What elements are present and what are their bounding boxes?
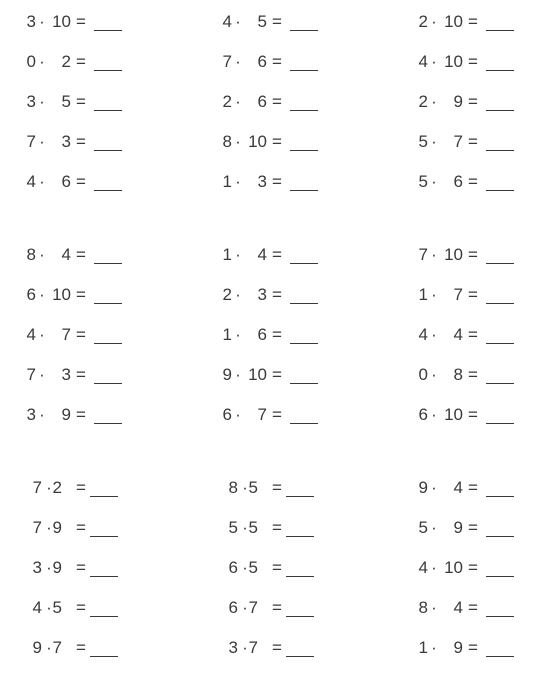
factor-a: 2 xyxy=(418,12,428,31)
factor-b: 9 xyxy=(52,558,62,577)
factor-a: 4 xyxy=(418,325,428,344)
factor-a: 5 xyxy=(418,132,428,151)
answer-blank[interactable] xyxy=(290,52,318,71)
factor-b: 10 xyxy=(52,285,71,304)
answer-blank[interactable] xyxy=(90,518,118,537)
multiply-operator: · xyxy=(431,12,437,31)
answer-blank[interactable] xyxy=(486,92,514,111)
multiply-operator: · xyxy=(431,558,437,577)
factor-a: 1 xyxy=(222,245,232,264)
factor-b: 8 xyxy=(453,365,463,384)
factor-b: 6 xyxy=(61,172,71,191)
answer-blank[interactable] xyxy=(290,285,318,304)
factor-b: 4 xyxy=(453,325,463,344)
multiplication-problem xyxy=(220,132,370,156)
factor-a: 5 xyxy=(418,518,428,537)
answer-blank[interactable] xyxy=(486,245,514,264)
factor-a: 5 xyxy=(228,518,238,537)
answer-blank[interactable] xyxy=(90,478,118,497)
answer-blank[interactable] xyxy=(94,92,122,111)
multiply-operator: · xyxy=(235,132,241,151)
answer-blank[interactable] xyxy=(286,478,314,497)
multiply-operator: · xyxy=(431,52,437,71)
equals-sign: = xyxy=(272,325,282,344)
factor-a: 1 xyxy=(418,285,428,304)
multiplication-problem xyxy=(220,405,370,429)
factor-b: 10 xyxy=(248,365,267,384)
multiply-operator: · xyxy=(431,518,437,537)
multiplication-problem xyxy=(24,598,174,622)
factor-a: 6 xyxy=(418,405,428,424)
factor-b: 4 xyxy=(453,478,463,497)
equals-sign: = xyxy=(272,558,282,577)
multiplication-problem xyxy=(24,478,174,502)
answer-blank[interactable] xyxy=(94,245,122,264)
equals-sign: = xyxy=(76,405,86,424)
factor-a: 9 xyxy=(222,365,232,384)
equals-sign: = xyxy=(76,285,86,304)
multiply-operator: · xyxy=(235,285,241,304)
answer-blank[interactable] xyxy=(94,52,122,71)
equals-sign: = xyxy=(76,132,86,151)
answer-blank[interactable] xyxy=(286,598,314,617)
multiply-operator: · xyxy=(235,325,241,344)
factor-b: 7 xyxy=(248,638,258,657)
answer-blank[interactable] xyxy=(94,285,122,304)
multiply-operator: · xyxy=(39,285,45,304)
answer-blank[interactable] xyxy=(486,52,514,71)
answer-blank[interactable] xyxy=(486,478,514,497)
equals-sign: = xyxy=(76,638,86,657)
multiplication-problem xyxy=(220,365,370,389)
answer-blank[interactable] xyxy=(290,172,318,191)
factor-a: 6 xyxy=(222,405,232,424)
equals-sign: = xyxy=(272,92,282,111)
multiply-operator: · xyxy=(39,325,45,344)
factor-b: 9 xyxy=(52,518,62,537)
multiply-operator: · xyxy=(235,92,241,111)
multiplication-problem xyxy=(416,325,549,349)
factor-a: 0 xyxy=(26,52,36,71)
equals-sign: = xyxy=(76,245,86,264)
factor-b: 4 xyxy=(257,245,267,264)
multiply-operator: · xyxy=(235,245,241,264)
answer-blank[interactable] xyxy=(290,365,318,384)
multiplication-problem xyxy=(220,92,370,116)
factor-a: 4 xyxy=(26,325,36,344)
factor-a: 3 xyxy=(228,638,238,657)
factor-a: 3 xyxy=(26,405,36,424)
equals-sign: = xyxy=(468,518,478,537)
factor-a: 8 xyxy=(418,598,428,617)
factor-a: 6 xyxy=(228,558,238,577)
multiply-operator: · xyxy=(39,132,45,151)
answer-blank[interactable] xyxy=(90,598,118,617)
multiplication-problem xyxy=(416,92,549,116)
equals-sign: = xyxy=(272,172,282,191)
answer-blank[interactable] xyxy=(90,558,118,577)
factor-a: 1 xyxy=(222,325,232,344)
answer-blank[interactable] xyxy=(486,638,514,657)
answer-blank[interactable] xyxy=(94,172,122,191)
factor-a: 7 xyxy=(26,132,36,151)
multiplication-problem xyxy=(220,598,370,622)
multiplication-problem xyxy=(24,405,174,429)
factor-a: 4 xyxy=(418,52,428,71)
factor-a: 3 xyxy=(26,12,36,31)
answer-blank[interactable] xyxy=(486,558,514,577)
factor-b: 4 xyxy=(61,245,71,264)
multiply-operator: · xyxy=(242,598,248,617)
answer-blank[interactable] xyxy=(94,12,122,31)
equals-sign: = xyxy=(468,325,478,344)
factor-b: 5 xyxy=(248,478,258,497)
multiplication-problem xyxy=(220,245,370,269)
factor-a: 7 xyxy=(26,365,36,384)
multiplication-problem xyxy=(24,12,174,36)
factor-b: 10 xyxy=(248,132,267,151)
equals-sign: = xyxy=(76,518,86,537)
factor-b: 10 xyxy=(444,245,463,264)
equals-sign: = xyxy=(468,598,478,617)
multiply-operator: · xyxy=(431,325,437,344)
factor-b: 6 xyxy=(257,325,267,344)
equals-sign: = xyxy=(272,132,282,151)
multiplication-problem xyxy=(24,52,174,76)
multiplication-problem xyxy=(24,558,174,582)
factor-b: 9 xyxy=(453,518,463,537)
multiply-operator: · xyxy=(431,92,437,111)
equals-sign: = xyxy=(76,12,86,31)
equals-sign: = xyxy=(468,365,478,384)
factor-a: 6 xyxy=(228,598,238,617)
equals-sign: = xyxy=(468,132,478,151)
factor-a: 2 xyxy=(222,285,232,304)
multiply-operator: · xyxy=(46,518,52,537)
multiply-operator: · xyxy=(39,405,45,424)
multiply-operator: · xyxy=(39,365,45,384)
factor-b: 3 xyxy=(61,132,71,151)
factor-a: 9 xyxy=(418,478,428,497)
multiply-operator: · xyxy=(39,92,45,111)
factor-b: 3 xyxy=(257,285,267,304)
multiply-operator: · xyxy=(431,405,437,424)
multiplication-problem xyxy=(416,598,549,622)
factor-b: 3 xyxy=(257,172,267,191)
factor-a: 5 xyxy=(418,172,428,191)
factor-a: 4 xyxy=(32,598,42,617)
multiply-operator: · xyxy=(242,638,248,657)
equals-sign: = xyxy=(468,245,478,264)
factor-b: 9 xyxy=(453,638,463,657)
equals-sign: = xyxy=(76,325,86,344)
answer-blank[interactable] xyxy=(290,132,318,151)
answer-blank[interactable] xyxy=(486,405,514,424)
multiplication-problem xyxy=(24,245,174,269)
multiply-operator: · xyxy=(431,598,437,617)
multiplication-problem xyxy=(24,92,174,116)
factor-b: 10 xyxy=(444,405,463,424)
factor-a: 1 xyxy=(418,638,428,657)
multiplication-problem xyxy=(220,558,370,582)
multiply-operator: · xyxy=(46,598,52,617)
factor-a: 8 xyxy=(222,132,232,151)
factor-b: 5 xyxy=(52,598,62,617)
multiplication-problem xyxy=(220,172,370,196)
multiplication-problem xyxy=(416,245,549,269)
multiplication-problem xyxy=(416,285,549,309)
factor-a: 9 xyxy=(32,638,42,657)
equals-sign: = xyxy=(468,405,478,424)
answer-blank[interactable] xyxy=(94,132,122,151)
multiply-operator: · xyxy=(242,518,248,537)
answer-blank[interactable] xyxy=(94,325,122,344)
factor-b: 10 xyxy=(52,12,71,31)
factor-a: 6 xyxy=(26,285,36,304)
multiplication-problem xyxy=(24,365,174,389)
equals-sign: = xyxy=(272,598,282,617)
factor-b: 9 xyxy=(453,92,463,111)
answer-blank[interactable] xyxy=(486,598,514,617)
factor-a: 0 xyxy=(418,365,428,384)
multiply-operator: · xyxy=(431,365,437,384)
factor-b: 2 xyxy=(61,52,71,71)
factor-b: 5 xyxy=(248,518,258,537)
answer-blank[interactable] xyxy=(94,365,122,384)
equals-sign: = xyxy=(76,365,86,384)
factor-b: 7 xyxy=(257,405,267,424)
equals-sign: = xyxy=(272,285,282,304)
factor-b: 5 xyxy=(248,558,258,577)
multiplication-problem xyxy=(416,132,549,156)
multiplication-problem xyxy=(220,12,370,36)
factor-b: 3 xyxy=(61,365,71,384)
multiplication-problem xyxy=(24,638,174,662)
answer-blank[interactable] xyxy=(486,518,514,537)
multiply-operator: · xyxy=(39,172,45,191)
multiply-operator: · xyxy=(39,12,45,31)
equals-sign: = xyxy=(76,478,86,497)
factor-b: 10 xyxy=(444,12,463,31)
multiplication-problem xyxy=(220,638,370,662)
factor-b: 5 xyxy=(61,92,71,111)
multiplication-problem xyxy=(24,518,174,542)
factor-b: 6 xyxy=(257,92,267,111)
multiplication-problem xyxy=(24,325,174,349)
multiply-operator: · xyxy=(46,638,52,657)
factor-a: 2 xyxy=(222,92,232,111)
factor-b: 7 xyxy=(52,638,62,657)
factor-a: 4 xyxy=(222,12,232,31)
factor-a: 7 xyxy=(32,518,42,537)
multiplication-problem xyxy=(24,172,174,196)
multiplication-problem xyxy=(24,132,174,156)
multiply-operator: · xyxy=(431,285,437,304)
answer-blank[interactable] xyxy=(290,245,318,264)
multiplication-problem xyxy=(220,52,370,76)
multiplication-problem xyxy=(416,478,549,502)
answer-blank[interactable] xyxy=(290,325,318,344)
multiply-operator: · xyxy=(242,558,248,577)
multiplication-problem xyxy=(416,12,549,36)
equals-sign: = xyxy=(272,518,282,537)
multiply-operator: · xyxy=(235,12,241,31)
answer-blank[interactable] xyxy=(90,638,118,657)
answer-blank[interactable] xyxy=(290,405,318,424)
multiply-operator: · xyxy=(431,172,437,191)
equals-sign: = xyxy=(468,92,478,111)
equals-sign: = xyxy=(468,285,478,304)
multiply-operator: · xyxy=(431,132,437,151)
answer-blank[interactable] xyxy=(486,325,514,344)
equals-sign: = xyxy=(272,405,282,424)
equals-sign: = xyxy=(272,638,282,657)
factor-a: 7 xyxy=(418,245,428,264)
answer-blank[interactable] xyxy=(286,518,314,537)
factor-b: 6 xyxy=(453,172,463,191)
factor-b: 10 xyxy=(444,558,463,577)
multiplication-problem xyxy=(220,518,370,542)
factor-a: 4 xyxy=(26,172,36,191)
multiply-operator: · xyxy=(235,405,241,424)
factor-b: 9 xyxy=(61,405,71,424)
multiply-operator: · xyxy=(431,245,437,264)
equals-sign: = xyxy=(272,365,282,384)
equals-sign: = xyxy=(272,52,282,71)
answer-blank[interactable] xyxy=(486,172,514,191)
factor-a: 4 xyxy=(418,558,428,577)
multiply-operator: · xyxy=(39,52,45,71)
multiplication-problem xyxy=(416,518,549,542)
multiplication-problem xyxy=(416,405,549,429)
multiplication-problem xyxy=(416,52,549,76)
equals-sign: = xyxy=(76,52,86,71)
multiply-operator: · xyxy=(46,558,52,577)
answer-blank[interactable] xyxy=(486,132,514,151)
factor-b: 2 xyxy=(52,478,62,497)
answer-blank[interactable] xyxy=(94,405,122,424)
equals-sign: = xyxy=(468,52,478,71)
equals-sign: = xyxy=(468,478,478,497)
factor-a: 3 xyxy=(26,92,36,111)
equals-sign: = xyxy=(76,558,86,577)
factor-b: 4 xyxy=(453,598,463,617)
equals-sign: = xyxy=(272,12,282,31)
equals-sign: = xyxy=(76,172,86,191)
multiplication-problem xyxy=(24,285,174,309)
multiply-operator: · xyxy=(235,52,241,71)
factor-a: 3 xyxy=(32,558,42,577)
multiply-operator: · xyxy=(431,638,437,657)
factor-a: 1 xyxy=(222,172,232,191)
factor-a: 8 xyxy=(228,478,238,497)
equals-sign: = xyxy=(468,558,478,577)
answer-blank[interactable] xyxy=(290,92,318,111)
multiplication-problem xyxy=(220,285,370,309)
factor-b: 10 xyxy=(444,52,463,71)
multiply-operator: · xyxy=(431,478,437,497)
equals-sign: = xyxy=(76,598,86,617)
answer-blank[interactable] xyxy=(286,638,314,657)
factor-a: 7 xyxy=(222,52,232,71)
factor-b: 5 xyxy=(257,12,267,31)
answer-blank[interactable] xyxy=(286,558,314,577)
multiplication-problem xyxy=(220,478,370,502)
answer-blank[interactable] xyxy=(486,365,514,384)
factor-b: 7 xyxy=(453,132,463,151)
factor-b: 7 xyxy=(61,325,71,344)
equals-sign: = xyxy=(468,172,478,191)
answer-blank[interactable] xyxy=(486,285,514,304)
multiplication-problem xyxy=(220,325,370,349)
multiply-operator: · xyxy=(235,365,241,384)
factor-a: 8 xyxy=(26,245,36,264)
factor-b: 6 xyxy=(257,52,267,71)
multiplication-problem xyxy=(416,558,549,582)
multiply-operator: · xyxy=(46,478,52,497)
factor-b: 7 xyxy=(453,285,463,304)
equals-sign: = xyxy=(468,638,478,657)
equals-sign: = xyxy=(272,478,282,497)
multiply-operator: · xyxy=(235,172,241,191)
answer-blank[interactable] xyxy=(486,12,514,31)
multiply-operator: · xyxy=(39,245,45,264)
multiplication-problem xyxy=(416,638,549,662)
multiplication-problem xyxy=(416,365,549,389)
equals-sign: = xyxy=(468,12,478,31)
equals-sign: = xyxy=(272,245,282,264)
factor-b: 7 xyxy=(248,598,258,617)
factor-a: 2 xyxy=(418,92,428,111)
multiply-operator: · xyxy=(242,478,248,497)
answer-blank[interactable] xyxy=(290,12,318,31)
equals-sign: = xyxy=(76,92,86,111)
multiplication-problem xyxy=(416,172,549,196)
factor-a: 7 xyxy=(32,478,42,497)
